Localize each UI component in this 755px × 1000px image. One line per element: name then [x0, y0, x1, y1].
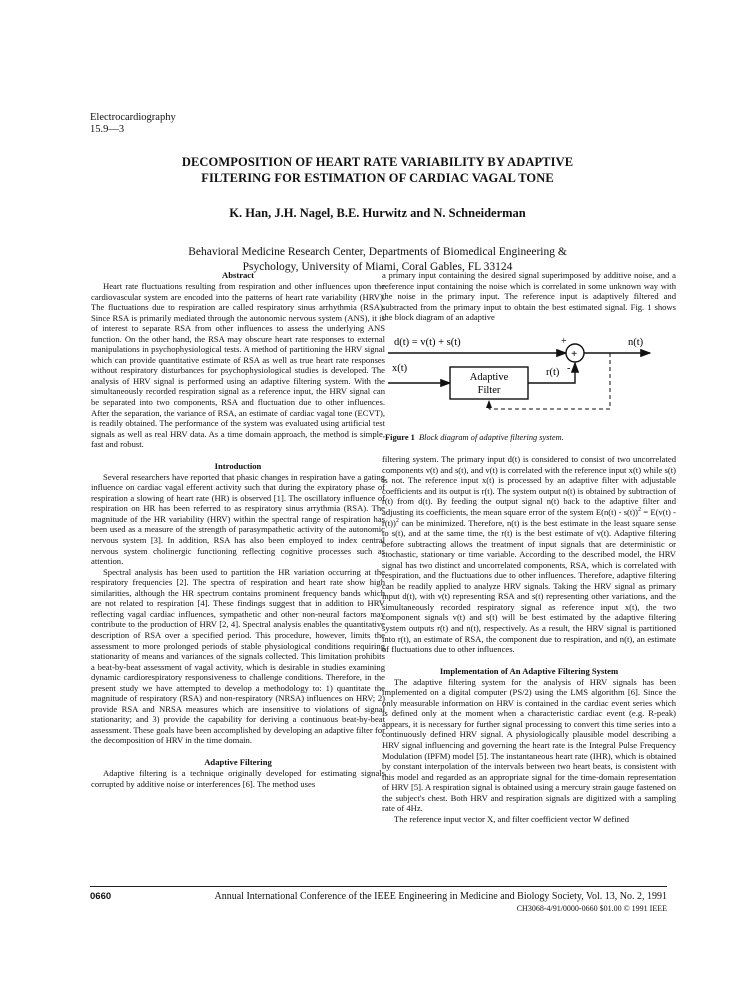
abstract-text: Heart rate fluctuations resulting from respiration and other influences upon the cardiovascular system are encoded into the patterns of heart rate variability (HRV). The fluctuations due to respiration are called respiratory sinus arrhythmia (RSA). Since RSA is primarily mediated through the autonomic nervous system (ANS), it is of interest to separate RSA from other influences to assess the underlying ANS function. On the other hand, the RSA may obscure heart rate responses to external manipulations in psychophysiological tests. A method of partitioning the HRV signal which can provide quantitative estimate of RSA as well as true heart rate responses without respiratory disturbances for psychophysiological studies is developed. The analysis of HRV signal is performed using an adaptive filtering system. With the simultaneously recorded respiration signal as a reference input, the HRV signal can be separated into two components, RSA and fluctuation due to other influences. After the separation, the variance of RSA, an estimate of cardiac vagal tone (ECVT), is readily obtained. The performance of the system was evaluated using artificial test signals as well as real HRV data. As a time domain approach, the method is simple, fast and robust.	[91, 281, 385, 450]
adaptive-filtering-paragraph-start: Adaptive filtering is a technique originally developed for estimating signals corrupted by additive noise or interferences [6]. The method uses	[91, 767, 385, 789]
paper-title	[0, 154, 755, 186]
session-category: Electrocardiography	[90, 112, 176, 123]
plus-sign: +	[561, 335, 567, 347]
introduction-paragraph-2: Spectral analysis has been used to partition the HR variation occurring at the respiratory frequencies [2]. The spectra of respiration and heart rate show high similarities, although the HR spectrum contains prominent frequency bands which are not related to respiration [4]. These findings suggest that in addition to HRV reflecting vagal cardiac influences, sympathetic and other non-neural factors may contribute to the production of HRV [2, 4]. Spectral analysis enables the quantitative description of RSA over a specified period. This procedure, however, limits the assessment to more prolonged periods of stable physiological conditions requiring stationarity of means and variances of the signals collected. This limitation prohibits a beat-by-beat assessment of vagal activity, which is desirable in studies examining dynamic cardiorespiratory responsiveness to challenge conditions. Therefore, in the present study we have attempted to develop a methodology to: 1) quantitate the magnitude of respiratory (RSA) and non-respiratory (NRSA) influences on HRV; 2) provide RSA and NRSA measures which are insensitive to violations of signal stationarity; and 3) provide the capability for deriving a continuous beat-by-beat assessment. These goals have been accomplished by developing an adaptive filter for the decomposition of HRV in the time domain.	[91, 566, 385, 746]
figure-1-caption	[385, 433, 676, 444]
adaptive-filtering-paragraph-cont: a primary input containing the desired signal superimposed by additive noise, and a reference input containing the noise which is correlated in some unknown way with the noise in the primary input. The reference input is adaptively filtered and subtracted from the primary input to obtain the best estimated signal. Fig. 1 shows the block diagram of an adaptive	[382, 270, 676, 323]
footer-divider	[90, 886, 667, 887]
paragraph-part-3: can be minimized. Therefore, n(t) is the best estimate in the least square sense to s(t), and at the same time, the r(t) is the best estimate of v(t). Adaptive filtering before subtracting allows the treatment of input signals that are deterministic or stochastic, stationary or time variable. According to the described model, the HRV signal has two distinct and uncorrelated components, RSA, which is correlated with respiration, and the fluctuations due to other influences. Therefore, adaptive filtering can be readily applied to analyze HRV signals. Taking the HRV signal as primary input d(t), with v(t) representing RSA and s(t) representing other variations, and the simultaneously recorded respiratory signal as reference input x(t), the two component signals v(t) and s(t) will be best estimated by the adaptive filtering system outputs r(t) and n(t), respectively. As a result, the HRV signal is partitioned into r(t), an estimate of RSA, the component due to respiration, and n(t), an estimate of fluctuations due to other influences.	[382, 517, 676, 655]
left-column	[91, 270, 385, 789]
primary-input-label: d(t) = v(t) + s(t)	[394, 336, 461, 348]
caption-number: Figure 1	[385, 432, 415, 442]
affiliation-line-2: Psychology, University of Miami, Coral Gables, FL 33124	[242, 261, 513, 273]
superscript-2: 2	[395, 517, 399, 524]
right-column	[382, 270, 676, 824]
implementation-heading: Implementation of An Adaptive Filtering System	[439, 665, 619, 676]
abstract-heading: Abstract	[222, 270, 254, 280]
output-label: n(t)	[628, 336, 644, 348]
block-diagram-svg	[382, 329, 676, 429]
superscript-1: 2	[638, 507, 642, 514]
conference-citation: Annual International Conference of the IEEE Engineering in Medicine and Biology Society, Vol. 13, No. 2, 1991	[214, 891, 667, 902]
copyright-code: CH3068-4/91/0000-0660 $01.00 © 1991 IEEE	[516, 904, 667, 913]
introduction-paragraph-1: Several researchers have reported that phasic changes in respiration have a gating influence on cardiac vagal efferent activity such that during the expiratory phase of respiration a slowing of heart rate (HR) is observed [1]. The oscillatory influence of respiration on HR has been referred to as respiratory sinus arrythmia (RSA). The magnitude of the HR variability (HRV) within the spectral range of respiration has been used as a measure of the strength of parasympathetic activity of the autonomic nervous system [3]. In addition, RSA has also been employed to index central nervous system cholinergic functioning reflecting cognitive processes such as attention.	[91, 471, 385, 567]
figure-1-block-diagram	[382, 329, 676, 429]
filter-label-line-1: Adaptive	[469, 371, 509, 383]
session-label	[90, 112, 176, 136]
caption-text: Block diagram of adaptive filtering system.	[419, 432, 564, 442]
paragraph-part-2: = E(v(t) - r(t))	[382, 507, 676, 528]
title-line-1: DECOMPOSITION OF HEART RATE VARIABILITY BY ADAPTIVE	[181, 155, 574, 169]
summing-junction-symbol: +	[571, 347, 578, 360]
affiliation-line-1: Behavioral Medicine Research Center, Departments of Biomedical Engineering &	[188, 246, 567, 258]
introduction-heading: Introduction	[214, 460, 262, 471]
reference-input-label: x(t)	[392, 362, 408, 374]
implementation-paragraph-1: The adaptive filtering system for the analysis of HRV signals has been implemented on a digital computer (PS/2) using the LMS algorithm [6]. Since the only measurable information on HRV is contained in the cardiac event series which is defined only at the moment when a characteristic cardiac event (e.g. R-peak) appears, it is necessary for further signal processing to convert this time series into a continuously defined HRV signal. A physiologically plausible model describing a HRV signal influencing and governing the heart rate is the Integral Pulse Frequency Modulation (IPFM) model [5]. The instantaneous heart rate (IHR), which is obtained by constant interpolation of the intervals between two heart beats, is consistent with this model and regarded as an appropriate signal for the time-domain representation of HRV [5]. A respiration signal is obtained using a mercury strain gauge fastened on the subject's chest. Both HRV and respiration signals are digitized with a sampling rate of 4Hz.	[382, 676, 676, 814]
adaptive-filtering-heading: Adaptive Filtering	[204, 756, 272, 767]
paragraph-part-1: filtering system. The primary input d(t) is considered to consist of two uncorrelated components v(t) and s(t), and v(t) is correlated with the reference input x(t) while s(t) is not. The reference input x(t) is processed by an adaptive filter with adjustable coefficients and its output is r(t). The system output n(t) is obtained by subtraction of r(t) from d(t). By feeding the output signal n(t) back to the adaptive filter and adjusting its coefficients, the mean square error of the system E(n(t) - s(t))	[382, 454, 676, 518]
filter-output-label: r(t)	[546, 366, 560, 378]
title-line-2: FILTERING FOR ESTIMATION OF CARDIAC VAGAL TONE	[201, 171, 554, 185]
page-number: 0660	[90, 891, 112, 902]
session-number: 15.9—3	[90, 124, 125, 135]
implementation-paragraph-2: The reference input vector X, and filter coefficient vector W defined	[394, 813, 630, 824]
adaptive-filtering-paragraph-after-figure	[382, 454, 676, 654]
minus-sign: -	[567, 362, 571, 374]
filter-label-line-2: Filter	[477, 384, 501, 396]
author-list: K. Han, J.H. Nagel, B.E. Hurwitz and N. Schneiderman	[229, 206, 526, 220]
